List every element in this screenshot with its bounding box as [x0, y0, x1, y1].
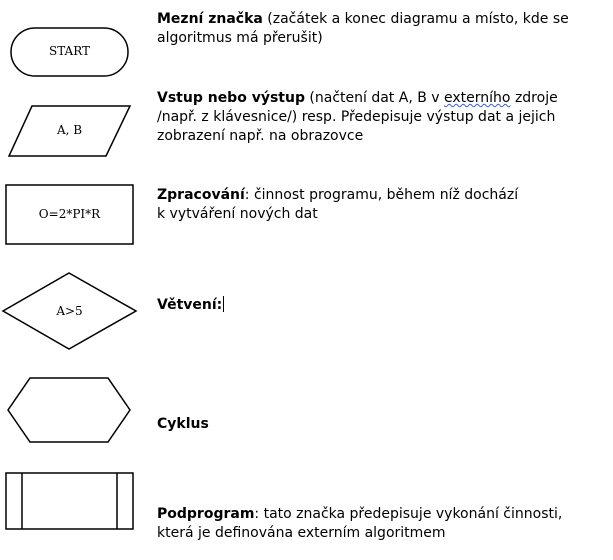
process-text-line1: : činnost programu, během níž dochází: [244, 187, 519, 203]
io-text-after: zdroje /např. z klávesnice/) resp. Předepisuje výstup dat a jejich zobrazení např. na obrazovce: [157, 90, 558, 144]
subprogram-description: [157, 505, 602, 543]
process-title: Zpracování: [157, 187, 245, 203]
subprogram-text: : tato značka předepisuje vykonání činnosti, která je definována externím algoritmem: [157, 506, 563, 541]
loop-description: [157, 415, 602, 434]
process-description: [157, 186, 602, 224]
process-label: O=2*PI*R: [38, 207, 101, 221]
process-text-line2: k vytváření nových dat: [157, 206, 318, 222]
decision-title: Větvení:: [157, 297, 223, 313]
loop-title: Cyklus: [157, 416, 209, 432]
terminator-label: START: [48, 44, 91, 58]
flowchart-symbols: [0, 0, 160, 560]
decision-description[interactable]: [157, 296, 602, 315]
io-title: Vstup nebo výstup: [157, 90, 305, 106]
io-text-misspelled: externího: [444, 90, 511, 106]
decision-label: A>5: [56, 304, 83, 318]
text-caret: [223, 296, 224, 312]
terminator-description: [157, 10, 602, 48]
subprogram-shape: [6, 473, 133, 529]
loop-shape: [8, 378, 130, 442]
io-text-before: (načtení dat A, B v: [304, 90, 445, 106]
io-description: [157, 89, 602, 146]
subprogram-title: Podprogram: [157, 506, 255, 522]
terminator-text: (začátek a konec diagramu a místo, kde se algoritmus má přerušit): [157, 11, 569, 46]
terminator-title: Mezní značka: [157, 11, 263, 27]
io-label: A, B: [56, 123, 83, 137]
